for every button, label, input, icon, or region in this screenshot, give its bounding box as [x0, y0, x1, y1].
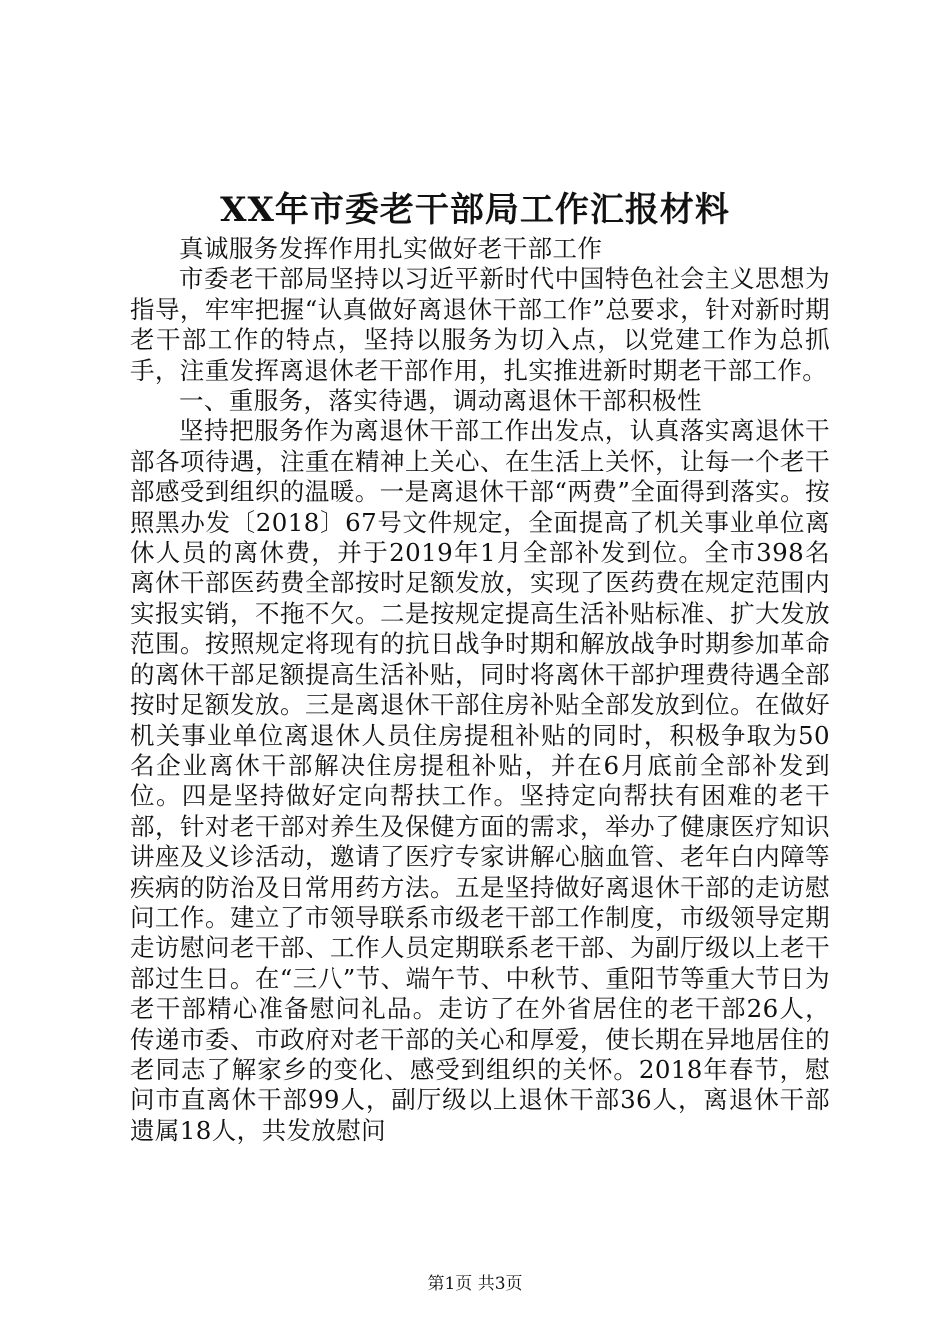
- section-heading: 一、重服务，落实待遇，调动离退休干部积极性: [179, 386, 702, 416]
- page-number-footer: 第1页 共3页: [427, 1274, 523, 1294]
- intro-paragraph: 市委老干部局坚持以习近平新时代中国特色社会主义思想为指导，牢牢把握“认真做好离退休干部工作”总要求，针对新时期老干部工作的特点，坚持以服务为切入点，以党建工作为总抓手，注重发挥离退休老干部作用，扎实推进新时期老干部工作。: [130, 264, 830, 385]
- document-title: XX年市委老干部局工作汇报材料: [220, 190, 730, 230]
- document-subtitle: 真诚服务发挥作用扎实做好老干部工作: [179, 234, 603, 263]
- section-paragraph: 坚持把服务作为离退休干部工作出发点，认真落实离退休干部各项待遇，注重在精神上关心、在生活上关怀，让每一个老干部感受到组织的温暖。一是离退休干部“两费”全面得到落实。按照黑办发〔2018〕67号文件规定，全面提高了机关事业单位离休人员的离休费，并于2019年1月全部补发到位。全市398名离休干部医药费全部按时足额发放，实现了医药费在规定范围内实报实销，不拖不欠。二是按规定提高生活补贴标准、扩大发放范围。按照规定将现有的抗日战争时期和解放战争时期参加革命的离休干部足额提高生活补贴，同时将离休干部护理费待遇全部按时足额发放。三是离退休干部住房补贴全部发放到位。在做好机关事业单位离退休人员住房提租补贴的同时，积极争取为50名企业离休干部解决住房提租补贴，并在6月底前全部补发到位。四是坚持做好定向帮扶工作。坚持定向帮扶有困难的老干部，针对老干部对养生及保健方面的需求，举办了健康医疗知识讲座及义诊活动，邀请了医疗专家讲解心脑血管、老年白内障等疾病的防治及日常用药方法。五是坚持做好离退休干部的走访慰问工作。建立了市领导联系市级老干部工作制度，市级领导定期走访慰问老干部、工作人员定期联系老干部、为副厅级以上老干部过生日。在“三八”节、端午节、中秋节、重阳节等重大节日为老干部精心准备慰问礼品。走访了在外省居住的老干部26人，传递市委、市政府对老干部的关心和厚爱，使长期在异地居住的老同志了解家乡的变化、感受到组织的关怀。2018年春节，慰问市直离休干部99人，副厅级以上退休干部36人，离退休干部遗属18人，共发放慰问: [130, 416, 830, 1145]
- document-body: [130, 234, 830, 1146]
